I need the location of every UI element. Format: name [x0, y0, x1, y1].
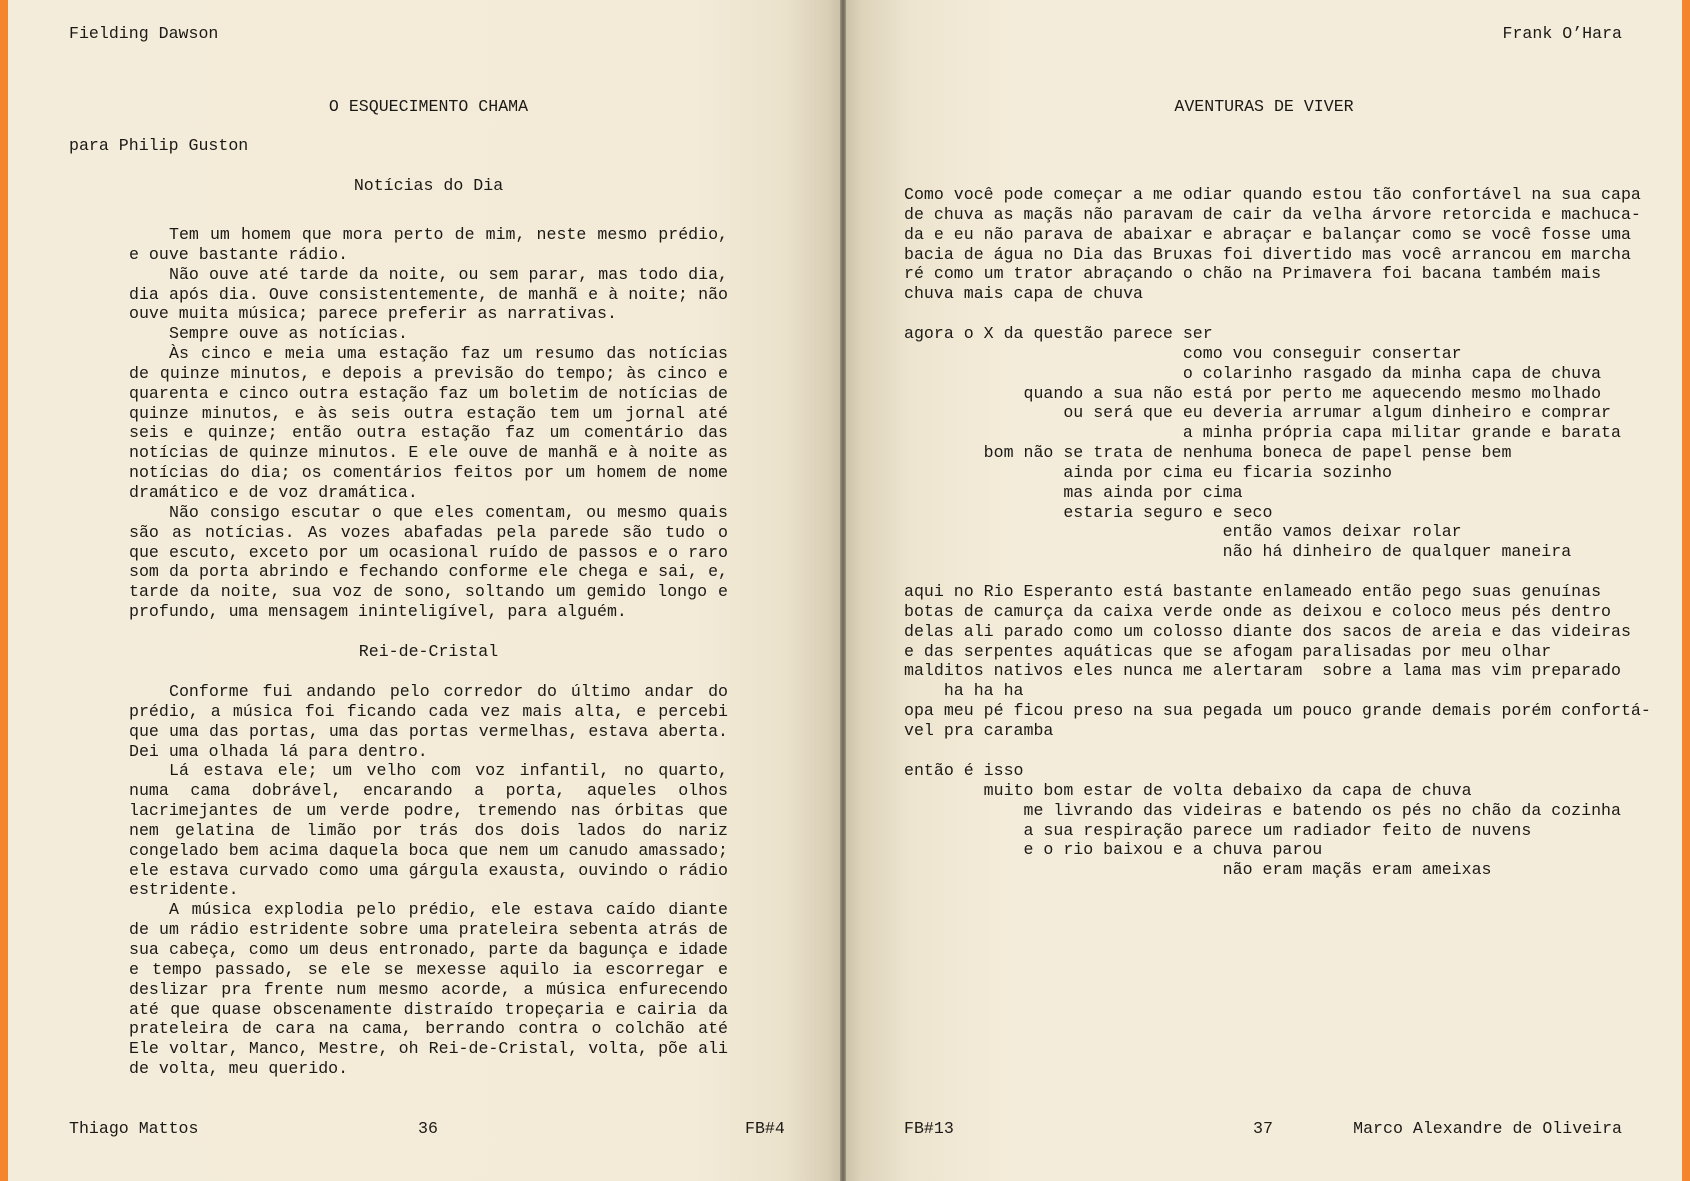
right-poem-title: AVENTURAS DE VIVER [1174, 97, 1354, 116]
dedication: para Philip Guston [69, 136, 249, 155]
section-rei-de-cristal-body [129, 682, 728, 1079]
left-footer-issue: FB#4 [745, 1119, 785, 1138]
left-page [8, 0, 844, 1181]
book-gutter [840, 0, 846, 1181]
right-page [844, 0, 1682, 1181]
poem-stanza-2: agora o X da questão parece ser como vou conseguir consertar o colarinho rasgado da minha capa de chuva quando a sua não está por perto me aquecendo mesmo molhado ou será que eu deveria arrumar algum dinheiro e comprar a minha própria capa militar grande e barata bom não se trata de nenhuma boneca de papel pense bem ainda por cima eu ficaria sozinho mas ainda por cima estaria seguro e seco então vamos deixar rolar não há dinheiro de qualquer maneira [904, 324, 1621, 562]
poem-stanza-3: aqui no Rio Esperanto está bastante enlameado então pego suas genuínas botas de camurça da caixa verde onde as deixou e coloco meus pés dentro delas ali parado como um colosso diante dos sacos de areia e das videiras e das serpentes aquáticas que se afogam paralisadas por meu olhar malditos nativos eles nunca me alertaram sobre a lama mas vim preparado ha ha ha opa meu pé ficou preso na sua pegada um pouco grande demais porém confortá- vel pra caramba [904, 582, 1651, 740]
left-footer-translator: Thiago Mattos [69, 1119, 199, 1138]
section-heading-rei-de-cristal: Rei-de-Cristal [358, 642, 499, 661]
paragraph: A música explodia pelo prédio, ele estava caído diante de um rádio estridente sobre uma prateleira sebenta atrás de sua cabeça, como um deus entronado, parte da bagunça e idade e tempo passado, se ele se mexesse aquilo ia escorregar e deslizar pra frente num mesmo acorde, a música enfurecendo até que quase obscenamente distraído tropeçaria e cairia da prateleira de cara na cama, berrando contra o colchão até Ele voltar, Manco, Mestre, oh Rei-de-Cristal, volta, põe ali de volta, meu querido. [129, 900, 728, 1079]
section-heading-noticias: Notícias do Dia [353, 176, 504, 195]
right-running-head: Frank O’Hara [1502, 24, 1622, 43]
left-page-number: 36 [418, 1119, 438, 1138]
paragraph: Lá estava ele; um velho com voz infantil, no quarto, numa cama dobrável, encarando a porta, aqueles olhos lacrimejantes de um verde podre, tremendo nas órbitas que nem gelatina de limão por trás dos dois lados do nariz congelado bem acima daquela boca que nem um canudo amassado; ele estava curvado como uma gárgula exausta, ouvindo o rádio estridente. [129, 761, 728, 900]
left-story-title: O ESQUECIMENTO CHAMA [328, 97, 529, 116]
right-page-number: 37 [1253, 1119, 1273, 1138]
paragraph: Sempre ouve as notícias. [169, 324, 408, 344]
right-footer-issue: FB#13 [904, 1119, 954, 1138]
paragraph: Não ouve até tarde da noite, ou sem parar, mas todo dia, dia após dia. Ouve consistentemente, de manhã e à noite; não ouve muita música; parece preferir as narrativas. [129, 264, 728, 324]
paragraph: Tem um homem que mora perto de mim, neste mesmo prédio, e ouve bastante rádio. [129, 225, 728, 264]
right-footer-translator: Marco Alexandre de Oliveira [1353, 1119, 1622, 1138]
poem-stanza-1: Como você pode começar a me odiar quando estou tão confortável na sua capa de chuva as maçãs não paravam de cair da velha árvore retorcida e machuca- da e eu não parava de abaixar e abraçar e balançar como se você fosse uma bacia de água no Dia das Bruxas foi divertido mas você arrancou em marcha ré como um trator abraçando o chão na Primavera foi bacana também mais chuva mais capa de chuva [904, 185, 1641, 304]
paragraph: Não consigo escutar o que eles comentam, ou mesmo quais são as notícias. As vozes abafadas pela parede são tudo o que escuto, exceto por um ocasional ruído de passos e o raro som da porta abrindo e fechando conforme ele chega e sai, e, tarde da noite, sua voz de sono, soltando um gemido longo e profundo, uma mensagem ininteligível, para alguém. [129, 502, 728, 622]
left-running-head: Fielding Dawson [69, 24, 219, 43]
poem-stanza-4: então é isso muito bom estar de volta debaixo da capa de chuva me livrando das videiras e batendo os pés no chão da cozinha a sua respiração parece um radiador feito de nuvens e o rio baixou e a chuva parou não eram maçãs eram ameixas [904, 761, 1621, 880]
paragraph: Às cinco e meia uma estação faz um resumo das notícias de quinze minutos, e depois a previsão do tempo; às cinco e quarenta e cinco outra estação faz um boletim de notícias de quinze minutos, e às seis outra estação tem um jornal até seis e quinze; então outra estação faz um comentário das notícias de quinze minutos. E ele ouve de manhã e à noite as notícias do dia; os comentários feitos por um homem de nome dramático e de voz dramática. [129, 344, 728, 502]
paragraph: Conforme fui andando pelo corredor do último andar do prédio, a música foi ficando cada vez mais alta, e percebi que uma das portas, uma das portas vermelhas, estava aberta. Dei uma olhada lá para dentro. [129, 682, 728, 761]
section-noticias-body [129, 225, 728, 622]
